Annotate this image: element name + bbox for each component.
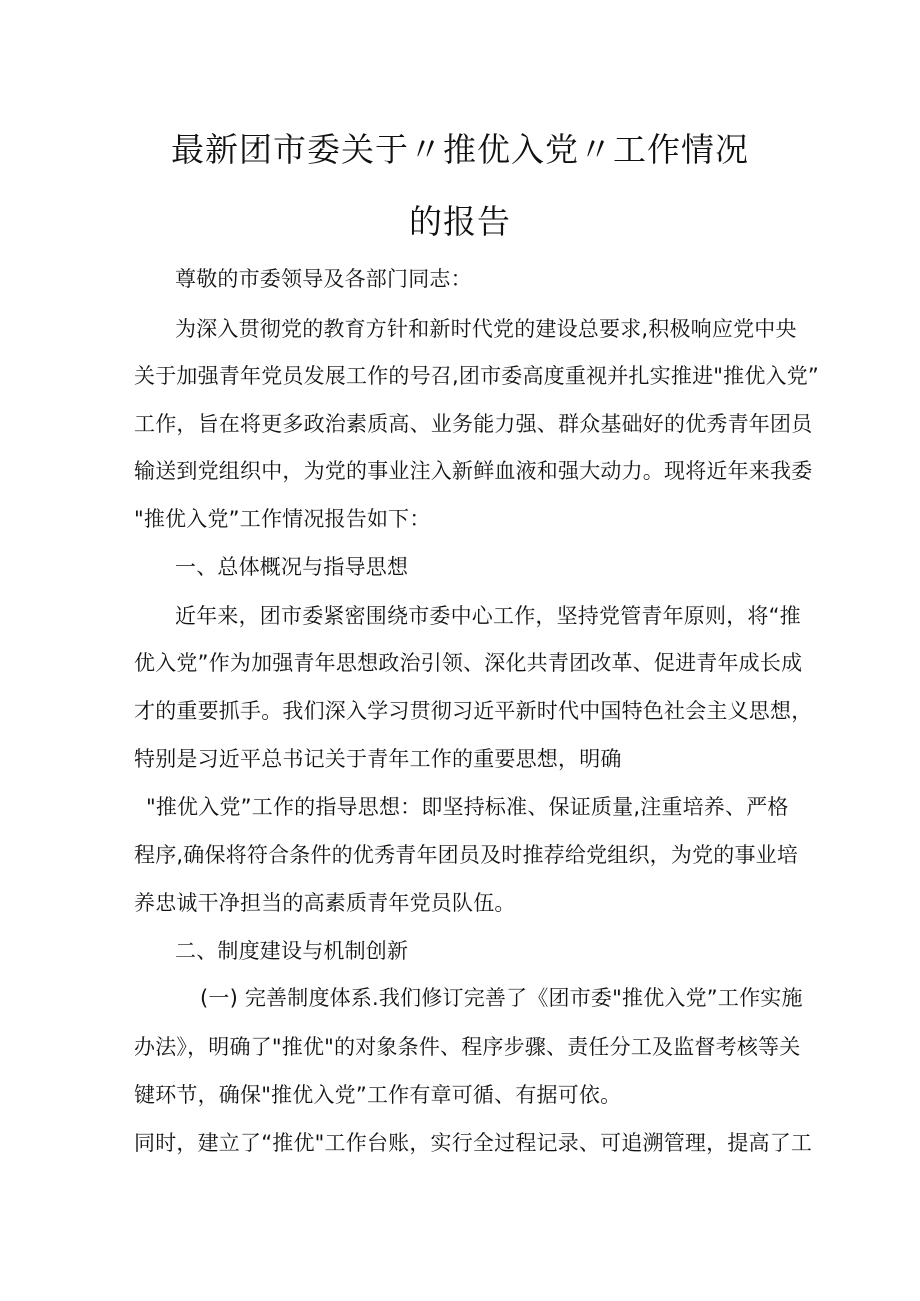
paragraph-line: 同时，建立了“推优"工作台账，实行全过程记录、可追溯管理，提高了工 bbox=[134, 1131, 813, 1155]
paragraph-line: (一) 完善制度体系.我们修订完善了《团市委"推优入党”工作实施 bbox=[200, 986, 803, 1010]
paragraph-line: 优入党”作为加强青年思想政治引领、深化共青团改革、促进青年成长成 bbox=[134, 651, 803, 675]
document-title-line-2: 的报告 bbox=[409, 202, 511, 241]
paragraph-line: 办法》，明确了"推优"的对象条件、程序步骤、责任分工及监督考核等关 bbox=[134, 1035, 801, 1059]
section-heading: 一、总体概况与指导思想 bbox=[175, 555, 409, 579]
paragraph-line: 程序,确保将符合条件的优秀青年团员及时推荐给党组织，为党的事业培 bbox=[134, 843, 799, 867]
paragraph-line: 近年来，团市委紧密围绕市委中心工作，坚持党管青年原则，将“推 bbox=[175, 604, 801, 628]
paragraph-line: 特别是习近平总书记关于青年工作的重要思想，明确 bbox=[134, 747, 622, 771]
paragraph-line: 才的重要抓手。我们深入学习贯彻习近平新时代中国特色社会主义思想， bbox=[134, 699, 813, 723]
paragraph-line: 键环节，确保"推优入党”工作有章可循、有据可依。 bbox=[134, 1083, 622, 1107]
paragraph-line: 养忠诚干净担当的高素质青年党员队伍。 bbox=[134, 891, 516, 915]
salutation: 尊敬的市委领导及各部门同志： bbox=[175, 267, 472, 291]
paragraph-line: 为深入贯彻党的教育方针和新时代党的建设总要求,积极响应党中央 bbox=[175, 317, 797, 341]
section-heading: 二、制度建设与机制创新 bbox=[175, 939, 409, 963]
paragraph-line: 输送到党组织中，为党的事业注入新鲜血液和强大动力。现将近年来我委 bbox=[134, 459, 813, 483]
paragraph-line: "推优入党”工作的指导思想：即坚持标准、保证质量,注重培养、严格 bbox=[146, 795, 789, 819]
paragraph-line: "推优入党”工作情况报告如下： bbox=[134, 507, 431, 531]
paragraph-line: 工作，旨在将更多政治素质高、业务能力强、群众基础好的优秀青年团员 bbox=[134, 412, 813, 436]
document-title-line-1: 最新团市委关于〃推优入党〃工作情况 bbox=[171, 130, 749, 169]
paragraph-line: 关于加强青年党员发展工作的号召,团市委高度重视并扎实推进"推优入党” bbox=[134, 364, 820, 388]
